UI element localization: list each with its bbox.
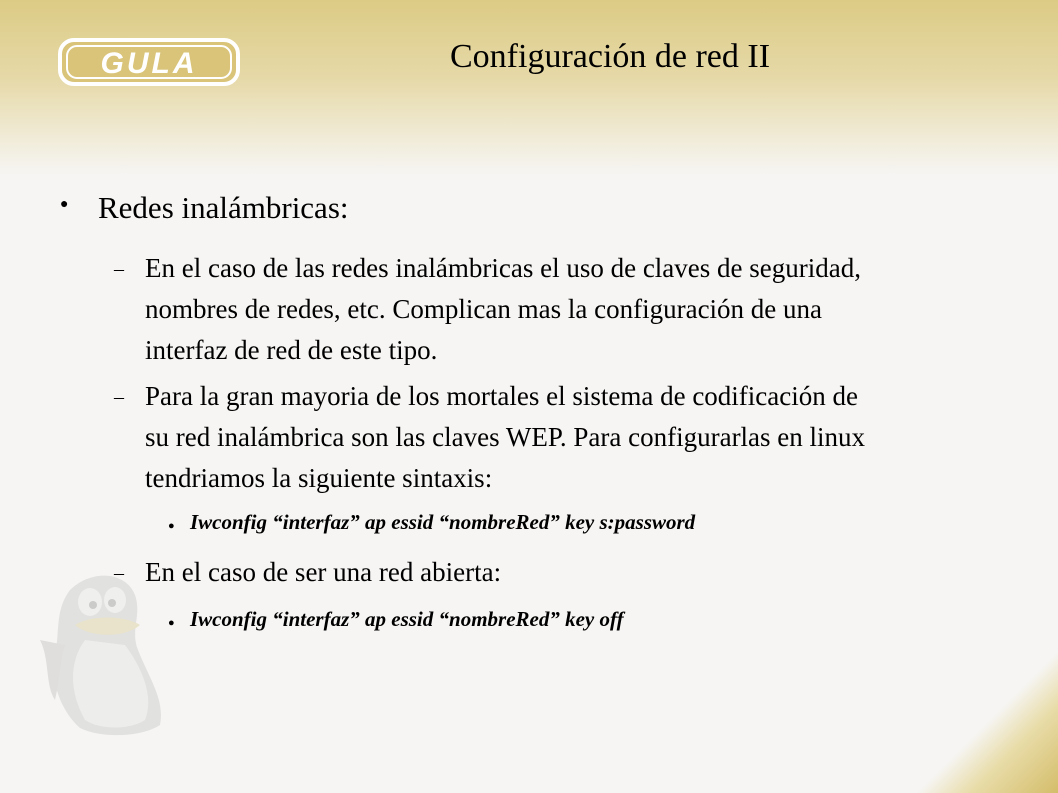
paragraph-line: En el caso de ser una red abierta: (145, 557, 502, 587)
paragraph-line: tendriamos la siguiente sintaxis: (145, 463, 493, 493)
command-open: Iwconfig “interfaz” ap essid “nombreRed” key off (190, 607, 624, 631)
dash-icon: – (114, 258, 124, 280)
dash-icon: – (114, 562, 124, 584)
dash-icon: – (114, 386, 124, 408)
paragraph-line: su red inalámbrica son las claves WEP. Para configurarlas en linux (145, 422, 866, 452)
bullet-icon: ● (60, 197, 69, 212)
bullet-icon: ● (168, 617, 175, 629)
slide-title: Configuración de red II (450, 38, 771, 75)
logo-text: GULA (100, 47, 198, 80)
paragraph-item-3 (145, 552, 1025, 593)
paragraph-item-2 (145, 376, 1025, 499)
paragraph-item-1 (145, 248, 1025, 371)
paragraph-line: Para la gran mayoria de los mortales el sistema de codificación de (145, 381, 858, 411)
command-wep: Iwconfig “interfaz” ap essid “nombreRed” key s:password (190, 510, 696, 534)
heading-redes-inalambricas: Redes inalámbricas: (98, 190, 349, 225)
paragraph-line: interfaz de red de este tipo. (145, 335, 438, 365)
paragraph-line: En el caso de las redes inalámbricas el uso de claves de seguridad, (145, 253, 861, 283)
bullet-icon: ● (168, 520, 175, 532)
paragraph-line: nombres de redes, etc. Complican mas la configuración de una (145, 294, 823, 324)
